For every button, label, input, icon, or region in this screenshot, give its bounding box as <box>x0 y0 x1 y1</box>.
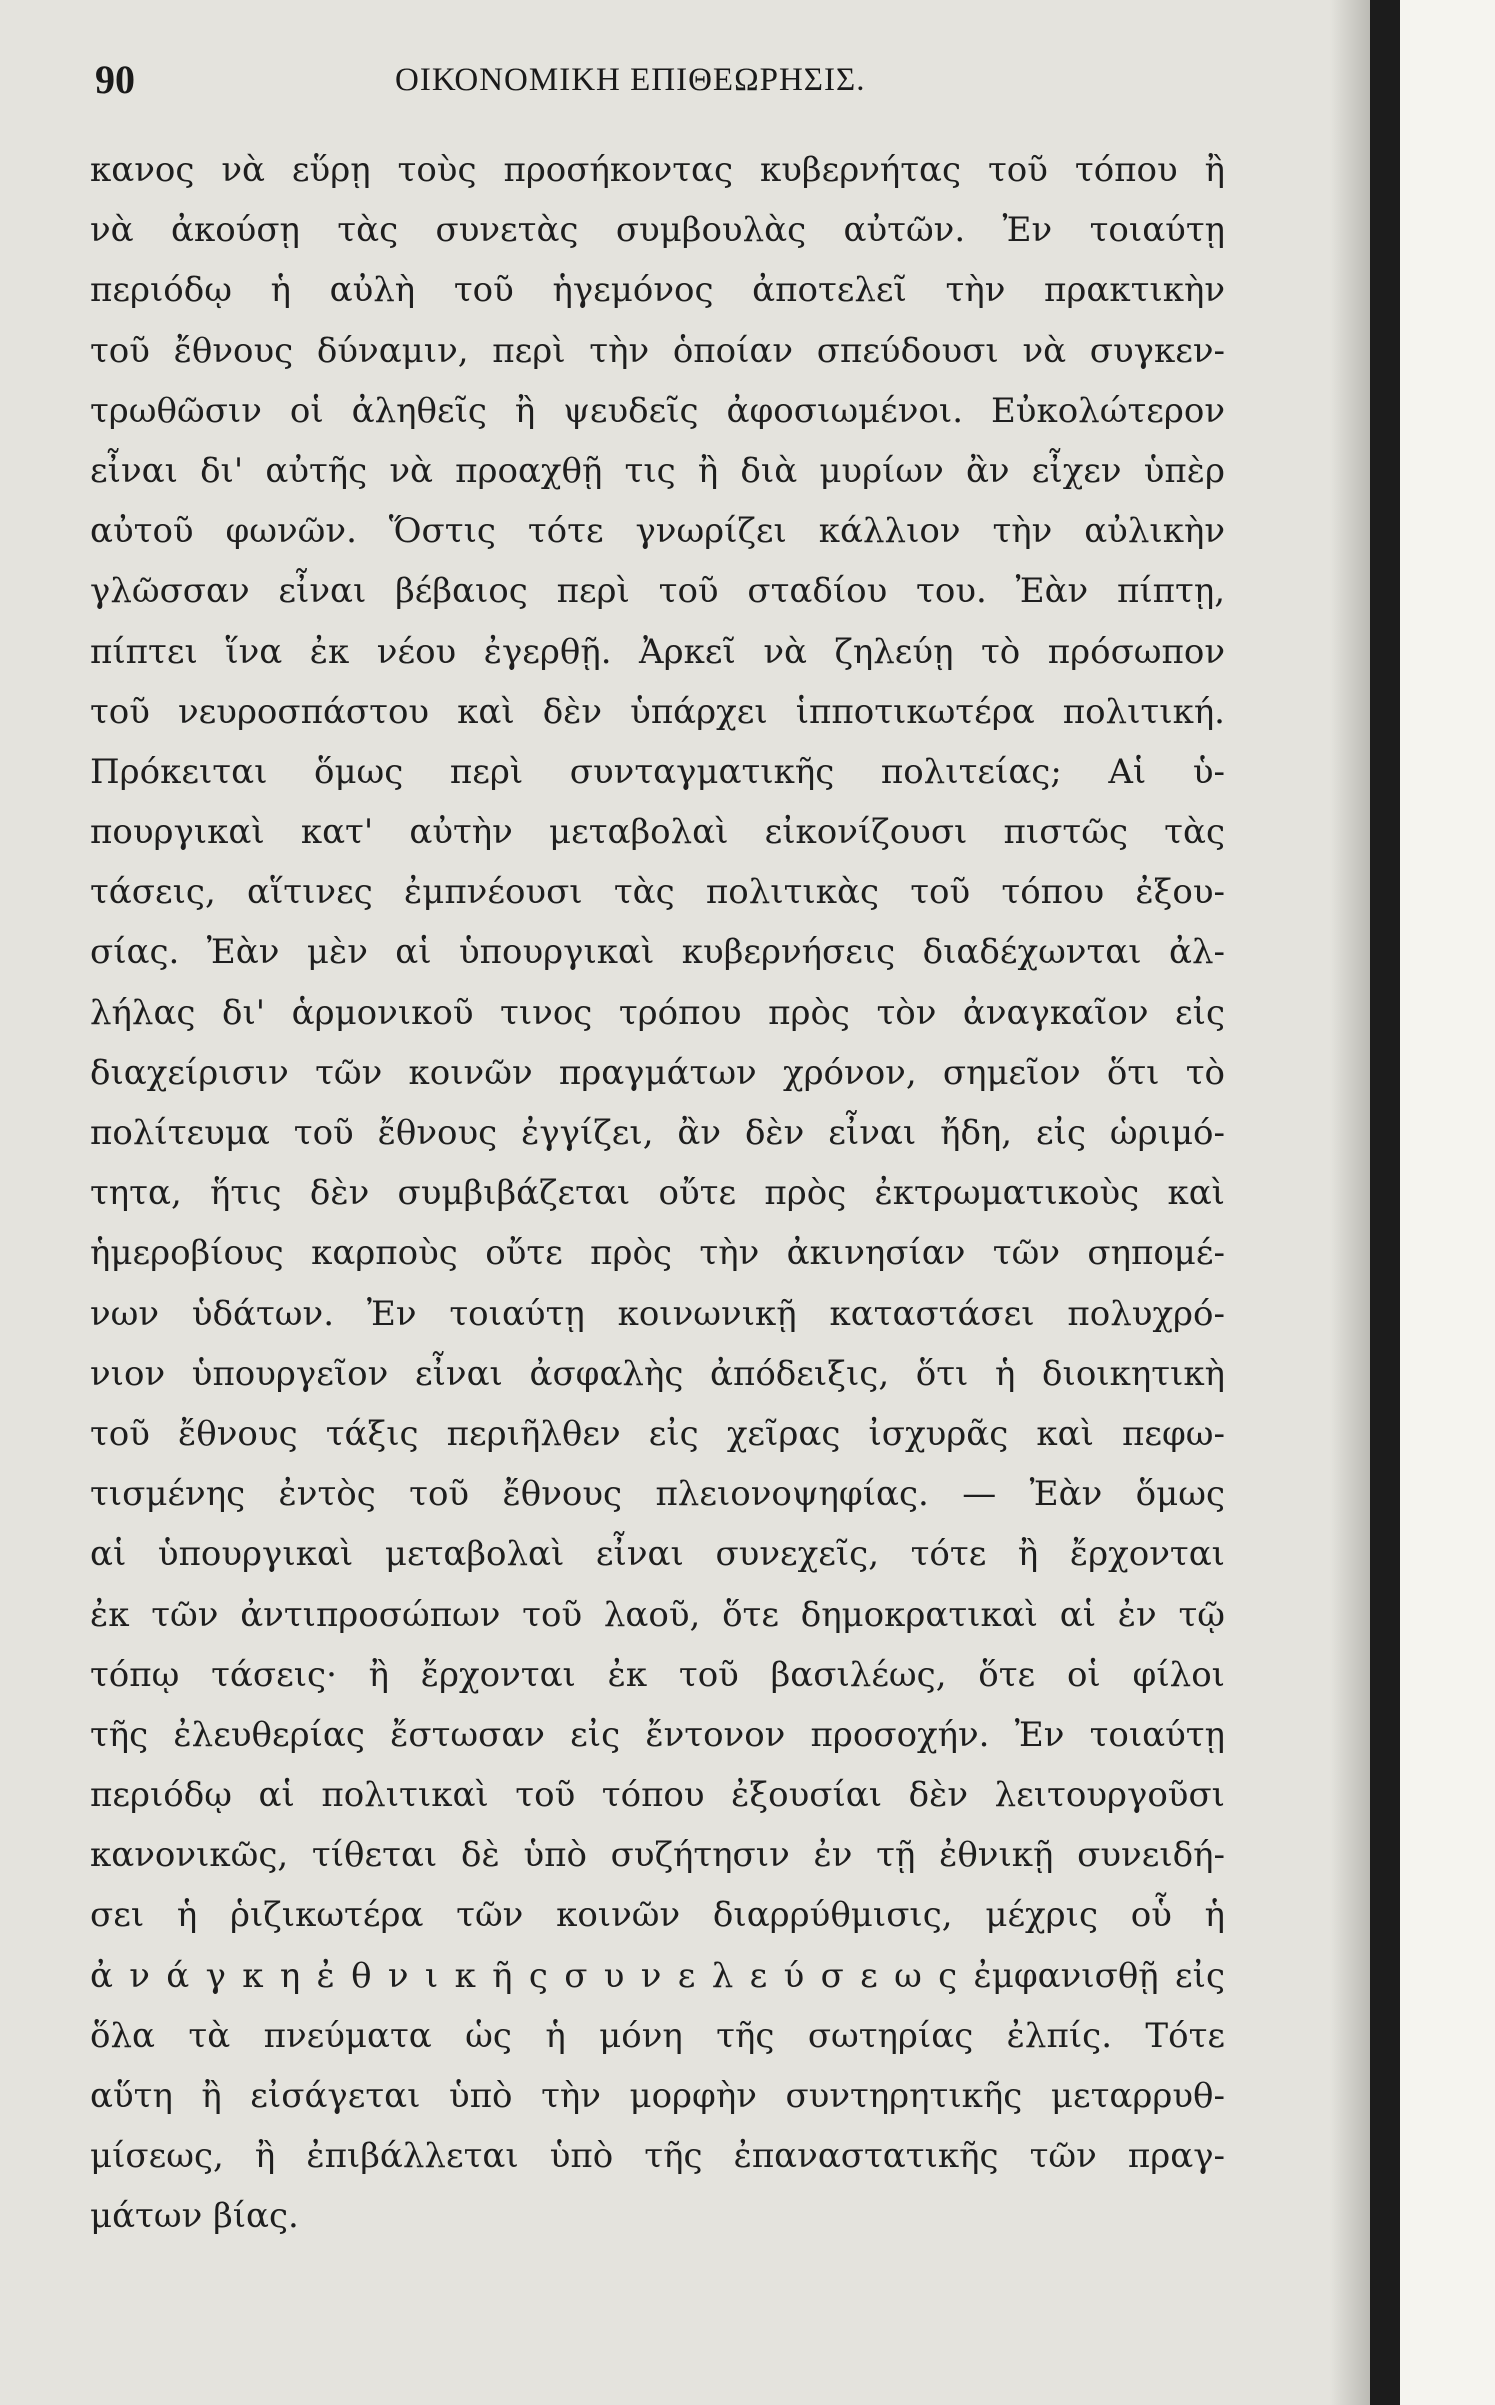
text-line: σίας. Ἐὰν μὲν αἱ ὑπουργικαὶ κυβερνήσεις διαδέχωνται ἀλ- <box>90 932 1225 973</box>
text-line: νιον ὑπουργεῖον εἶναι ἀσφαλὴς ἀπόδειξις, ὅτι ἡ διοικητικὴ <box>90 1353 1225 1394</box>
text-line: περιόδῳ ἡ αὐλὴ τοῦ ἡγεμόνος ἀποτελεῖ τὴν πρακτικὴν <box>90 270 1225 311</box>
text-line: τάσεις, αἵτινες ἐμπνέουσι τὰς πολιτικὰς τοῦ τόπου ἐξου- <box>90 872 1225 913</box>
text-line: σει ἡ ῥιζικωτέρα τῶν κοινῶν διαρρύθμισις, μέχρις οὗ ἡ <box>90 1895 1225 1936</box>
text-line: πουργικαὶ κατ' αὐτὴν μεταβολαὶ εἰκονίζουσι πιστῶς τὰς <box>90 812 1225 853</box>
running-head: ΟΙΚΟΝΟΜΙΚΗ ΕΠΙΘΕΩΡΗΣΙΣ. <box>395 62 866 98</box>
text-line: τοῦ ἔθνους δύναμιν, περὶ τὴν ὁποίαν σπεύδουσι νὰ συγκεν- <box>90 330 1225 371</box>
text-line: νὰ ἀκούσῃ τὰς συνετὰς συμβουλὰς αὐτῶν. Ἐν τοιαύτῃ <box>90 210 1225 251</box>
text-line: γλῶσσαν εἶναι βέβαιος περὶ τοῦ σταδίου του. Ἐὰν πίπτῃ, <box>90 571 1225 612</box>
text-line: ἐκ τῶν ἀντιπροσώπων τοῦ λαοῦ, ὅτε δημοκρατικαὶ αἱ ἐν τῷ <box>90 1594 1225 1635</box>
text-line: κανος νὰ εὕρῃ τοὺς προσήκοντας κυβερνήτας τοῦ τόπου ἢ <box>90 150 1225 190</box>
text-line: μίσεως, ἢ ἐπιβάλλεται ὑπὸ τῆς ἐπαναστατικῆς τῶν πραγ- <box>90 2136 1225 2177</box>
text-line: τῆς ἐλευθερίας ἔστωσαν εἰς ἔντονον προσοχήν. Ἐν τοιαύτῃ <box>90 1714 1225 1755</box>
text-line: τόπῳ τάσεις· ἢ ἔρχονται ἐκ τοῦ βασιλέως, ὅτε οἱ φίλοι <box>90 1654 1225 1695</box>
text-line: ὅλα τὰ πνεύματα ὡς ἡ μόνη τῆς σωτηρίας ἐλπίς. Τότε <box>90 2015 1225 2056</box>
text-line: μάτων βίας. <box>90 2196 299 2237</box>
text-line: λήλας δι' ἁρμονικοῦ τινος τρόπου πρὸς τὸν ἀναγκαῖον εἰς <box>90 992 1225 1033</box>
text-line: πολίτευμα τοῦ ἔθνους ἐγγίζει, ἂν δὲν εἶναι ἤδη, εἰς ὡριμό- <box>90 1113 1225 1153</box>
text-line: αἱ ὑπουργικαὶ μεταβολαὶ εἶναι συνεχεῖς, τότε ἢ ἔρχονται <box>90 1534 1225 1575</box>
text-line: αὐτοῦ φωνῶν. Ὅστις τότε γνωρίζει κάλλιον τὴν αὐλικὴν <box>90 511 1225 552</box>
text-line: περιόδῳ αἱ πολιτικαὶ τοῦ τόπου ἐξουσίαι δὲν λειτουργοῦσι <box>90 1775 1225 1816</box>
text-line: εἶναι δι' αὐτῆς νὰ προαχθῇ τις ἢ διὰ μυρίων ἂν εἶχεν ὑπὲρ <box>90 450 1225 491</box>
text-line: νων ὑδάτων. Ἐν τοιαύτῃ κοινωνικῇ καταστάσει πολυχρό- <box>90 1293 1225 1334</box>
text-line: Πρόκειται ὅμως περὶ συνταγματικῆς πολιτείας; Αἱ ὑ- <box>90 751 1225 792</box>
text-line: ἡμεροβίους καρποὺς οὔτε πρὸς τὴν ἀκινησίαν τῶν σηπομέ- <box>90 1233 1225 1274</box>
text-line: τοῦ νευροσπάστου καὶ δὲν ὑπάρχει ἱπποτικωτέρα πολιτική. <box>90 691 1225 732</box>
text-line: τοῦ ἔθνους τάξις περιῆλθεν εἰς χεῖρας ἰσχυρᾶς καὶ πεφω- <box>90 1413 1225 1454</box>
text-line: τρωθῶσιν οἱ ἀληθεῖς ἢ ψευδεῖς ἀφοσιωμένοι. Εὐκολώτερον <box>90 390 1225 431</box>
page-number: 90 <box>95 57 135 102</box>
text-line: τισμένης ἐντὸς τοῦ ἔθνους πλειονοψηφίας. — Ἐὰν ὅμως <box>90 1474 1225 1515</box>
body-text <box>90 140 1225 2247</box>
text-line: αὕτη ἢ εἰσάγεται ὑπὸ τὴν μορφὴν συντηρητικῆς μεταρρυθ- <box>90 2076 1225 2116</box>
text-line: διαχείρισιν τῶν κοινῶν πραγμάτων χρόνον, σημεῖον ὅτι τὸ <box>90 1052 1225 1093</box>
page-edge <box>1400 0 1495 2405</box>
gutter-shadow <box>1330 0 1370 2405</box>
book-spine <box>1370 0 1400 2405</box>
text-line: κανονικῶς, τίθεται δὲ ὑπὸ συζήτησιν ἐν τῇ ἐθνικῇ συνειδή- <box>90 1835 1225 1876</box>
text-line: ἀ ν ά γ κ η ἐ θ ν ι κ ῆ ς σ υ ν ε λ ε ύ σ ε ω ς ἐμφανισθῇ εἰς <box>90 1955 1225 1996</box>
page-header <box>95 52 1225 108</box>
text-line: τητα, ἥτις δὲν συμβιβάζεται οὔτε πρὸς ἐκτρωματικοὺς καὶ <box>90 1173 1225 1214</box>
text-line: πίπτει ἵνα ἐκ νέου ἐγερθῇ. Ἀρκεῖ νὰ ζηλεύῃ τὸ πρόσωπον <box>90 631 1225 672</box>
